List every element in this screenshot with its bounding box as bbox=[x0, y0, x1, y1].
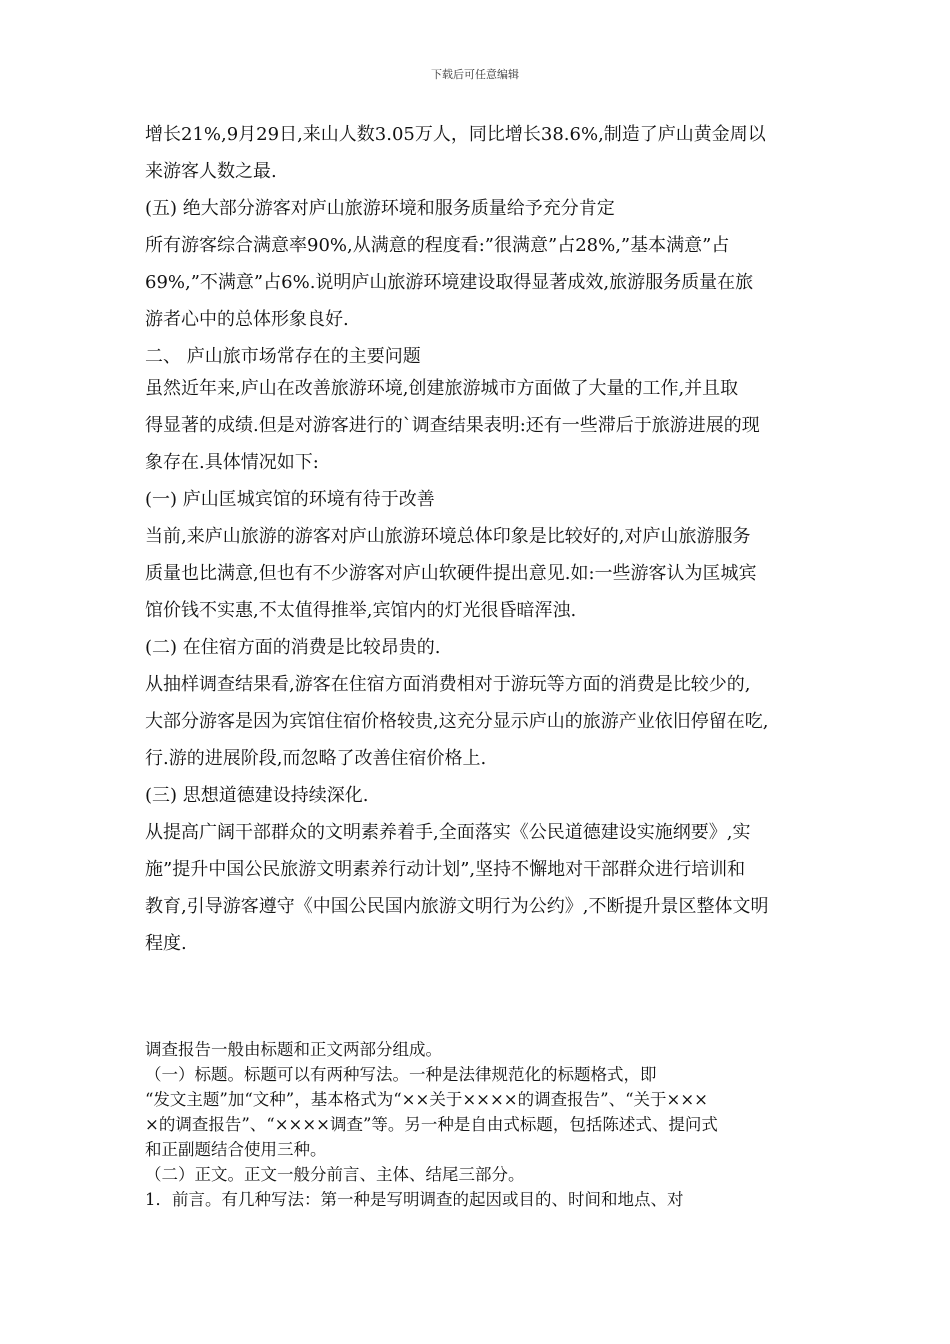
paragraph-line: 程度. bbox=[145, 933, 187, 954]
subsection-heading: (三) 思想道德建设持续深化. bbox=[145, 785, 369, 806]
paragraph-line: （一）标题。标题可以有两种写法。一种是法律规范化的标题格式，即 bbox=[145, 1065, 657, 1084]
paragraph-line: 行.游的进展阶段,而忽略了改善住宿价格上. bbox=[145, 748, 487, 769]
paragraph-line: 来游客人数之最. bbox=[145, 161, 277, 182]
paragraph-line: 象存在.具体情况如下: bbox=[145, 452, 319, 473]
paragraph-line: 69%,”不满意”占6%.说明庐山旅游环境建设取得显著成效,旅游服务质量在旅 bbox=[145, 272, 754, 293]
paragraph-line: 当前,来庐山旅游的游客对庐山旅游环境总体印象是比较好的,对庐山旅游服务 bbox=[145, 526, 751, 547]
paragraph-line: 增长21%,9月29日,来山人数3.05万人，同比增长38.6%,制造了庐山黄金周以 bbox=[145, 124, 766, 145]
page-header: 下载后可任意编辑 bbox=[431, 68, 519, 81]
paragraph-line: 大部分游客是因为宾馆住宿价格较贵,这充分显示庐山的旅游产业依旧停留在吃, bbox=[145, 711, 769, 732]
paragraph-line: 从抽样调查结果看,游客在住宿方面消费相对于游玩等方面的消费是比较少的, bbox=[145, 674, 751, 695]
paragraph-line: 和正副题结合使用三种。 bbox=[145, 1140, 327, 1159]
paragraph-line: 游者心中的总体形象良好. bbox=[145, 309, 349, 330]
paragraph-line: 所有游客综合满意率90%,从满意的程度看:”很满意”占28%,”基本满意”占 bbox=[145, 235, 730, 256]
subsection-heading: (一) 庐山匡城宾馆的环境有待于改善 bbox=[145, 489, 435, 510]
paragraph-line: 质量也比满意,但也有不少游客对庐山软硬件提出意见.如:一些游客认为匡城宾 bbox=[145, 563, 757, 584]
section-heading: 二、 庐山旅市场常存在的主要问题 bbox=[145, 346, 421, 367]
paragraph-line: 教育,引导游客遵守《中国公民国内旅游文明行为公约》,不断提升景区整体文明 bbox=[145, 896, 769, 917]
paragraph-line: 施”提升中国公民旅游文明素养行动计划”,坚持不懈地对干部群众进行培训和 bbox=[145, 859, 746, 880]
paragraph-line: （二）正文。正文一般分前言、主体、结尾三部分。 bbox=[145, 1165, 525, 1184]
paragraph-line: 1．前言。有几种写法：第一种是写明调查的起因或目的、时间和地点、对 bbox=[145, 1190, 684, 1209]
paragraph-line: “发文主题”加“文种”，基本格式为“××关于××××的调查报告”、“关于××× bbox=[145, 1090, 708, 1109]
paragraph-line: ×的调查报告”、“××××调查”等。另一种是自由式标题，包括陈述式、提问式 bbox=[145, 1115, 718, 1134]
paragraph-line: 虽然近年来,庐山在改善旅游环境,创建旅游城市方面做了大量的工作,并且取 bbox=[145, 378, 739, 399]
paragraph-line: (五) 绝大部分游客对庐山旅游环境和服务质量给予充分肯定 bbox=[145, 198, 615, 219]
paragraph-line: 从提高广阔干部群众的文明素养着手,全面落实《公民道德建设实施纲要》,实 bbox=[145, 822, 751, 843]
paragraph-line: 得显著的成绩.但是对游客进行的`调查结果表明:还有一些滞后于旅游进展的现 bbox=[145, 415, 760, 436]
paragraph-line: 调查报告一般由标题和正文两部分组成。 bbox=[145, 1040, 442, 1059]
subsection-heading: (二) 在住宿方面的消费是比较昂贵的. bbox=[145, 637, 441, 658]
paragraph-line: 馆价钱不实惠,不太值得推举,宾馆内的灯光很昏暗浑浊. bbox=[145, 600, 577, 621]
